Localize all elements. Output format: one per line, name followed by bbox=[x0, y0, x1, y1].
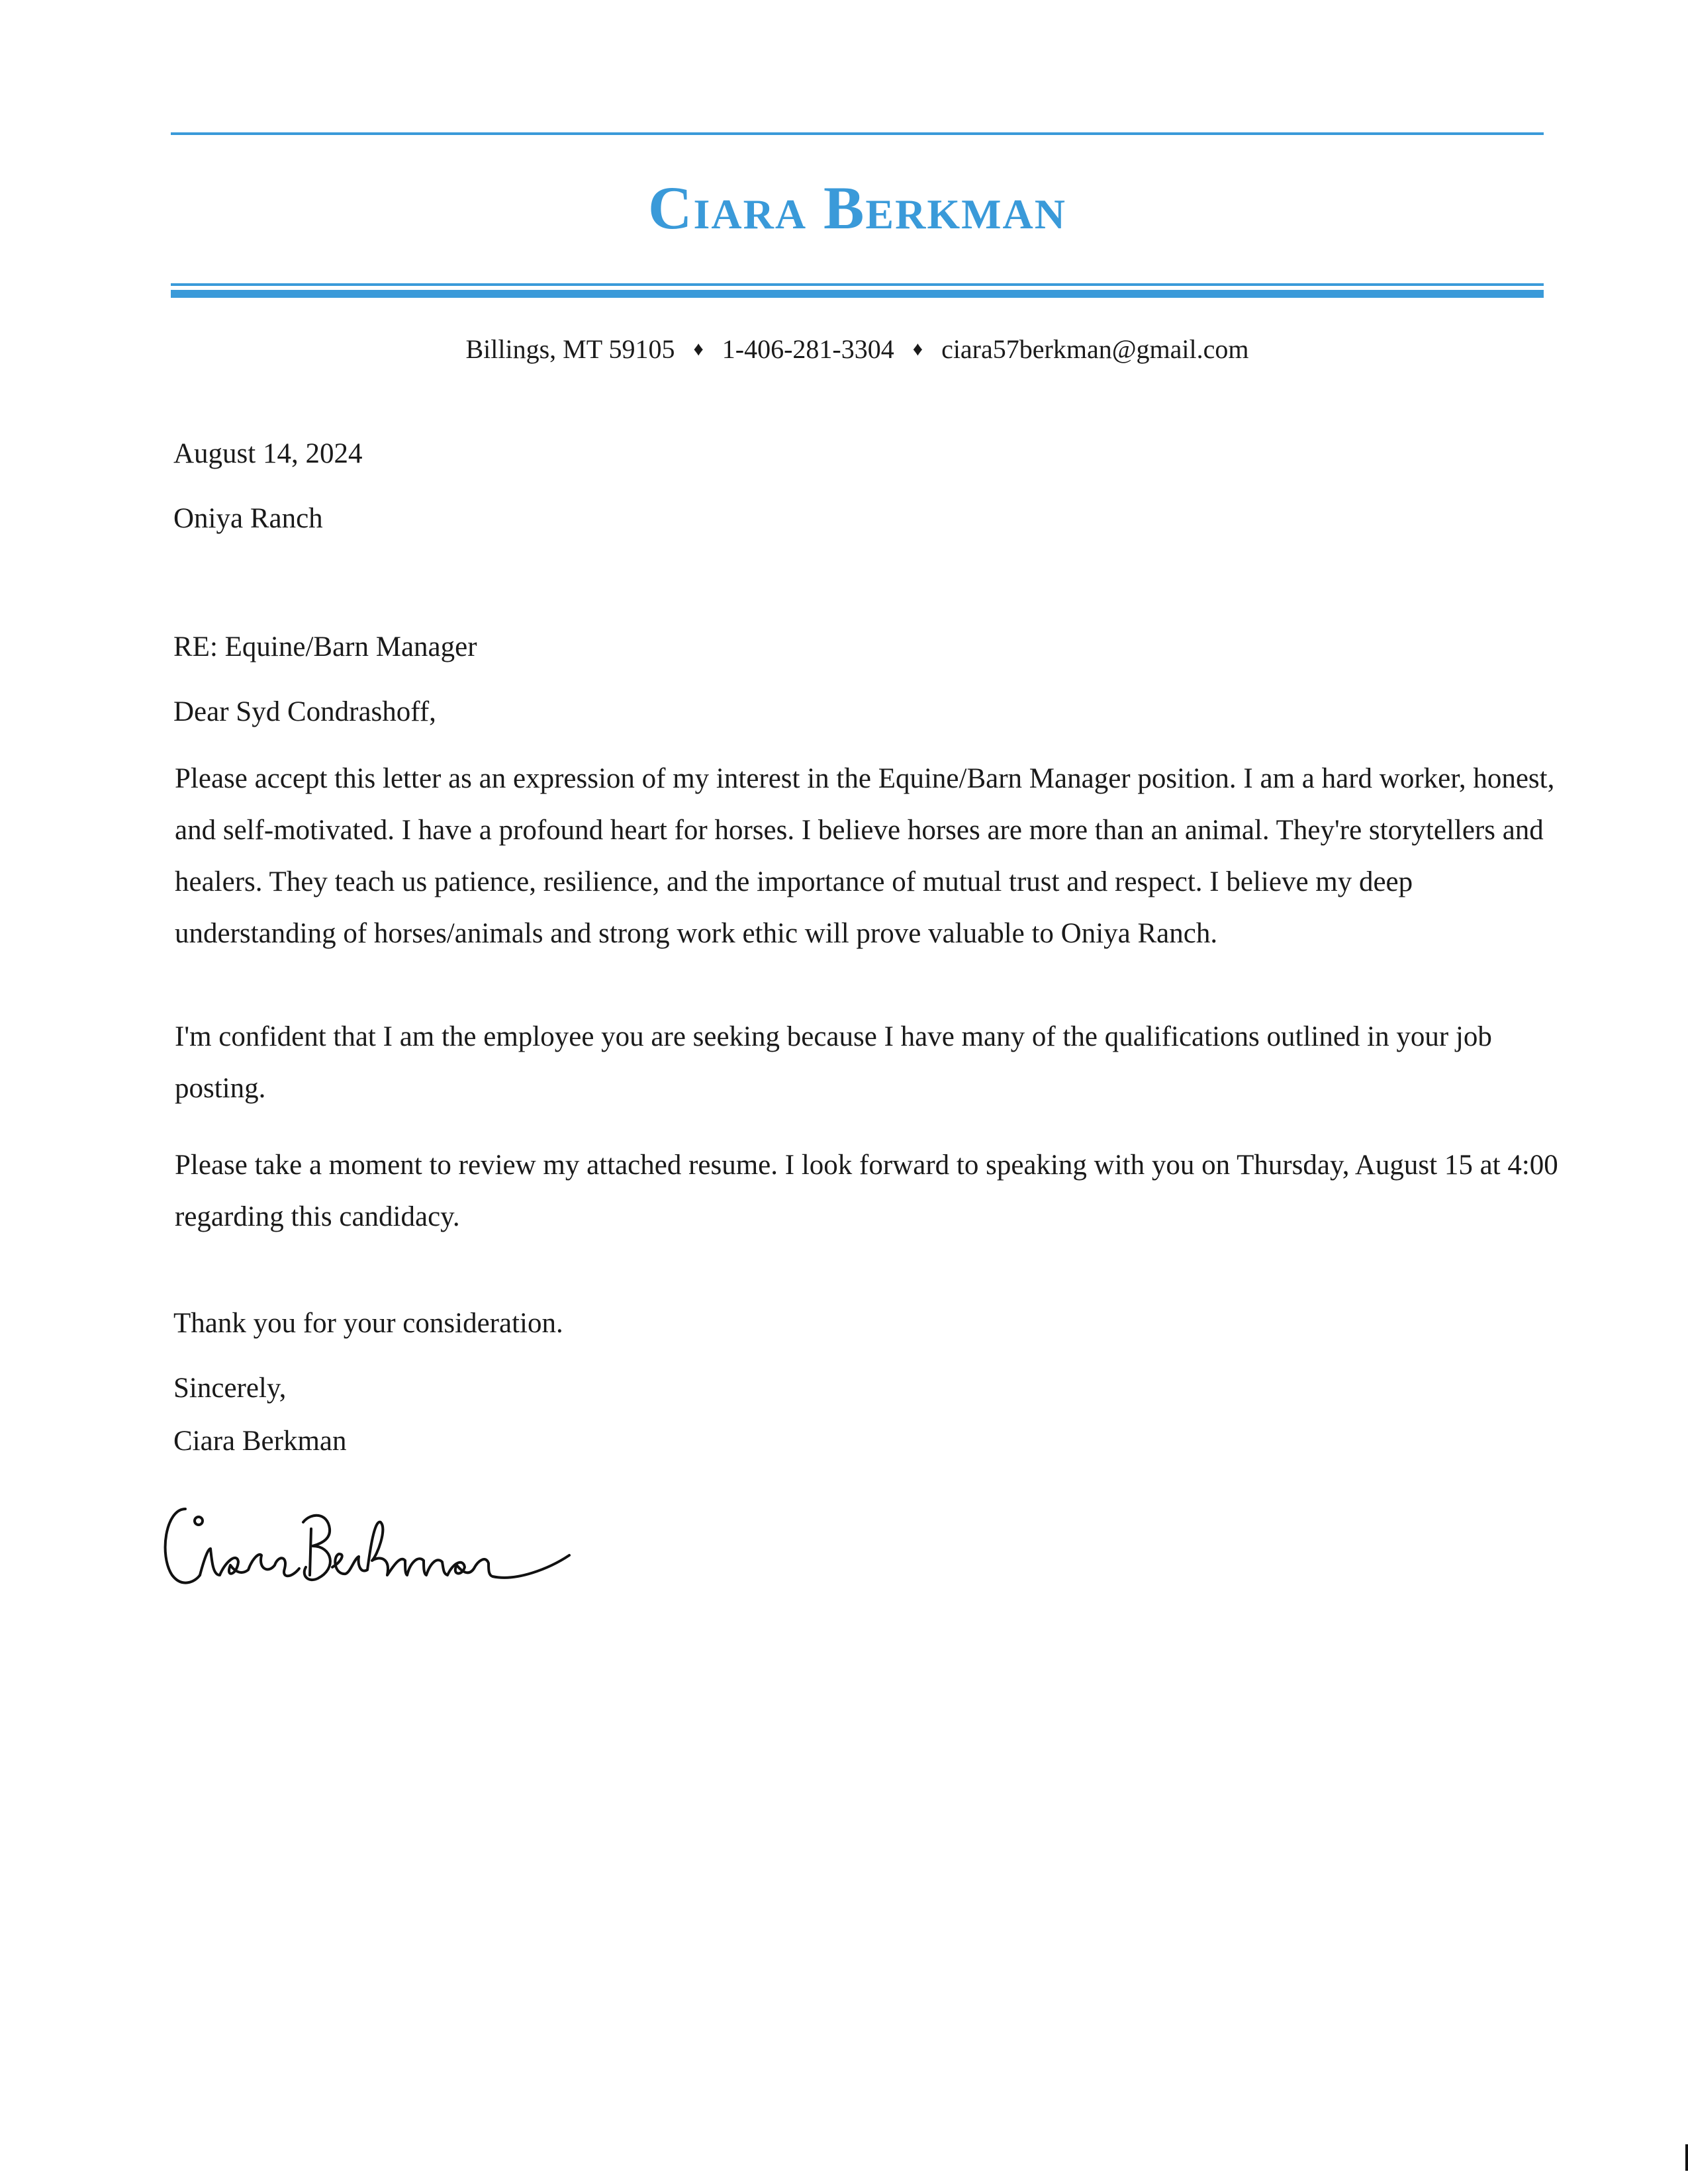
recipient-company: Oniya Ranch bbox=[173, 503, 323, 534]
contact-location: Billings, MT 59105 bbox=[465, 334, 675, 364]
header-bottom-rule-thin bbox=[171, 283, 1544, 286]
handwritten-signature bbox=[159, 1482, 596, 1602]
contact-line bbox=[171, 334, 1544, 365]
contact-phone: 1-406-281-3304 bbox=[722, 334, 894, 364]
diamond-separator-icon: ♦ bbox=[912, 338, 923, 360]
thanks-line: Thank you for your consideration. bbox=[173, 1308, 563, 1339]
applicant-name: Ciara Berkman bbox=[648, 174, 1066, 242]
header-bottom-rule-thick bbox=[171, 290, 1544, 298]
scan-edge-mark bbox=[1685, 2144, 1688, 2171]
contact-email: ciara57berkman@gmail.com bbox=[941, 334, 1249, 364]
body-paragraph-2: I'm confident that I am the employee you are seeking because I have many of the qualifications outlined in your job posting. bbox=[175, 1021, 1492, 1104]
subject-line: RE: Equine/Barn Manager bbox=[173, 631, 477, 662]
closing: Sincerely, bbox=[173, 1373, 287, 1404]
salutation: Dear Syd Condrashoff, bbox=[173, 696, 436, 727]
header-top-rule bbox=[171, 132, 1544, 135]
signer-name: Ciara Berkman bbox=[173, 1426, 347, 1457]
body-paragraph-1: Please accept this letter as an expression of my interest in the Equine/Barn Manager position. I am a hard worker, honest, and self-motivated. I have a profound heart for horses. I believe horses are more than an animal. They're storytellers and healers. They teach us patience, resilience, and the importance of mutual trust and respect. I believe my deep understanding of horses/animals and strong work ethic will prove valuable to Oniya Ranch. bbox=[175, 763, 1555, 949]
diamond-separator-icon: ♦ bbox=[693, 338, 704, 360]
body-paragraph-3: Please take a moment to review my attached resume. I look forward to speaking with you on Thursday, August 15 at 4:00 regarding this candidacy. bbox=[175, 1150, 1558, 1232]
letter-date: August 14, 2024 bbox=[173, 438, 363, 469]
